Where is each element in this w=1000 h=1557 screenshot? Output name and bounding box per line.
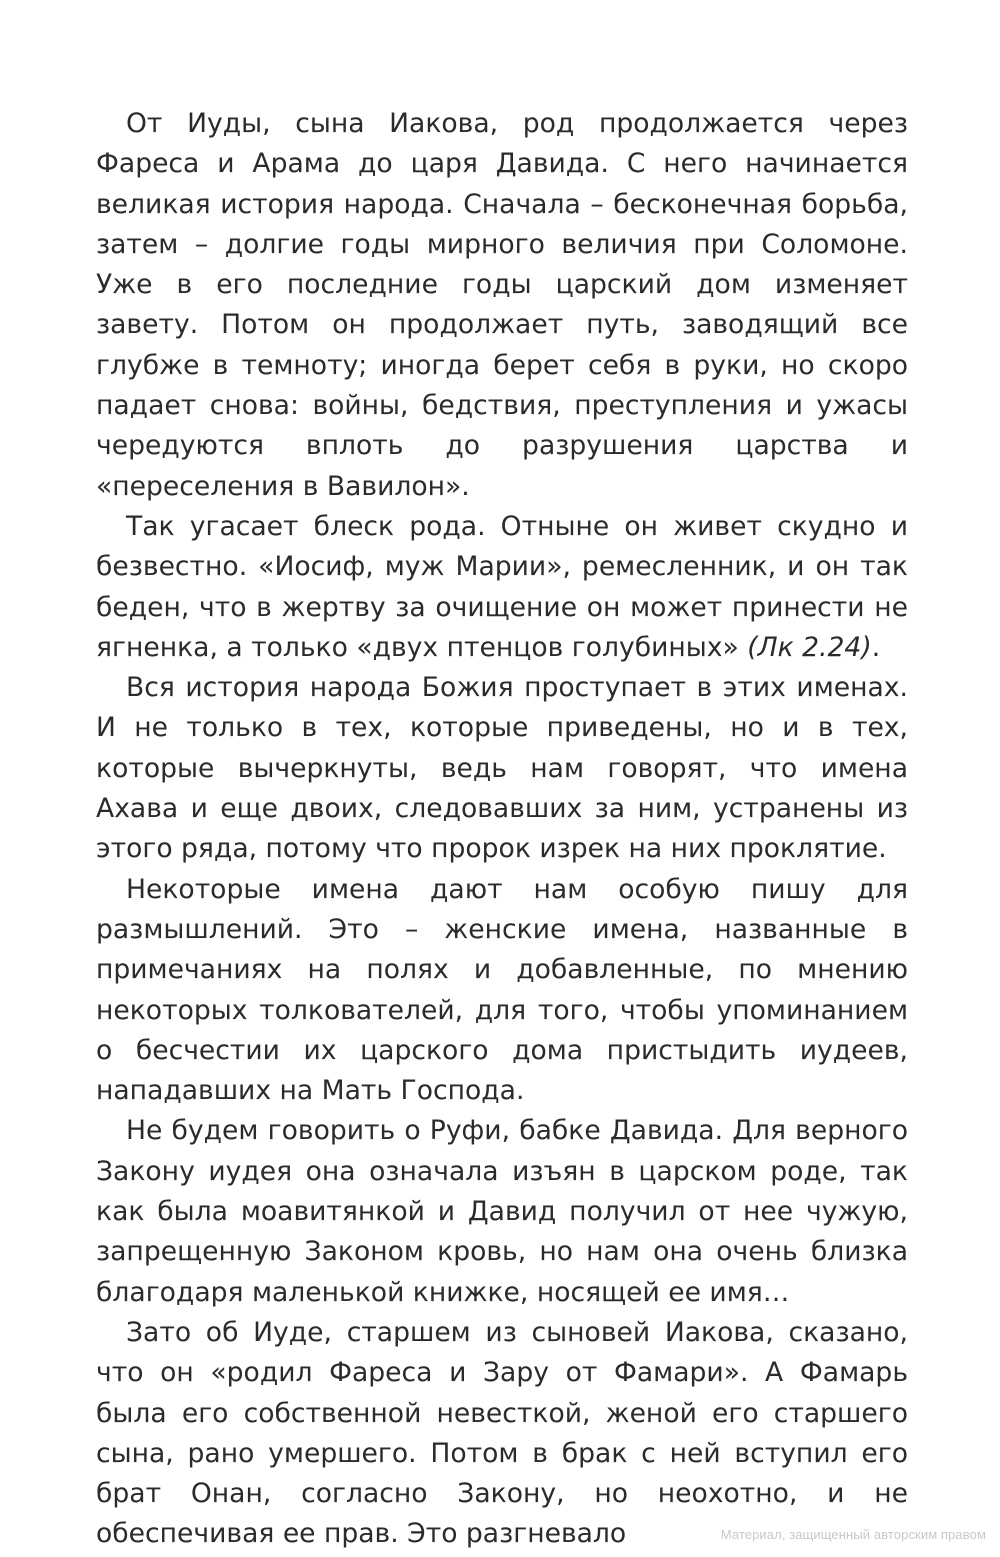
paragraph-4 [96,870,908,1112]
paragraph-6 [96,1313,908,1555]
paragraph-5 [96,1111,908,1312]
copyright-watermark: Материал, защищенный авторским правом [720,1527,986,1542]
page-body [96,104,908,1555]
paragraph-3-text: Вся история народа Божия проступает в этих именах. И не только в тех, которые приведены, но и в тех, которые вычеркнуты, ведь нам говорят, что имена Ахава и еще двоих, следовавших за ним, устранены из этого ряда, потому что пророк изрек на них проклятие. [96,672,908,865]
paragraph-5-text: Не будем говорить о Руфи, бабке Давида. Для верного Закону иудея она означала изъян в царском роде, так как была моавитянкой и Давид получил от нее чужую, запрещенную Законом кровь, но нам она очень близка благодаря маленькой книжке, носящей ее имя… [96,1115,908,1308]
paragraph-6-text: Зато об Иуде, старшем из сыновей Иакова, сказано, что он «родил Фареса и Зару от Фамари». А Фамарь была его собственной невесткой, женой его старшего сына, рано умершего. Потом в брак с ней вступил его брат Онан, согласно Закону, но неохотно, и не обеспечивая ее прав. Это разгневало [96,1316,908,1550]
paragraph-2 [96,507,908,668]
paragraph-1-text: От Иуды, сына Иакова, род продолжается через Фареса и Арама до царя Давида. С него начинается великая история народа. Сначала – бесконечная борьба, затем – долгие годы мирного величия при Соломоне. Уже в его последние годы царский дом изменяет завету. Потом он продолжает путь, заводящий все глубже в темноту; иногда берет себя в руки, но скоро падает снова: войны, бедствия, преступления и ужасы чередуются вплоть до разрушения царства и «переселения в Вавилон». [96,108,908,502]
paragraph-2-text: Так угасает блеск рода. Отныне он живет скудно и безвестно. «Иосиф, муж Марии», ремесленник, и он так беден, что в жертву за очищение он может принести не ягненка, а только «двух птенцов голубиных» [96,510,908,663]
paragraph-1 [96,104,908,507]
paragraph-4-text: Некоторые имена дают нам особую пишу для размышлений. Это – женские имена, названные в примечаниях на полях и добавленные, по мнению некоторых толкователей, для того, чтобы упоминанием о бесчестии их царского дома пристыдить иудеев, нападавших на Мать Господа. [96,873,908,1107]
scripture-reference: (Лк 2.24) [747,631,872,663]
paragraph-2-end: . [871,631,881,663]
paragraph-3 [96,668,908,869]
